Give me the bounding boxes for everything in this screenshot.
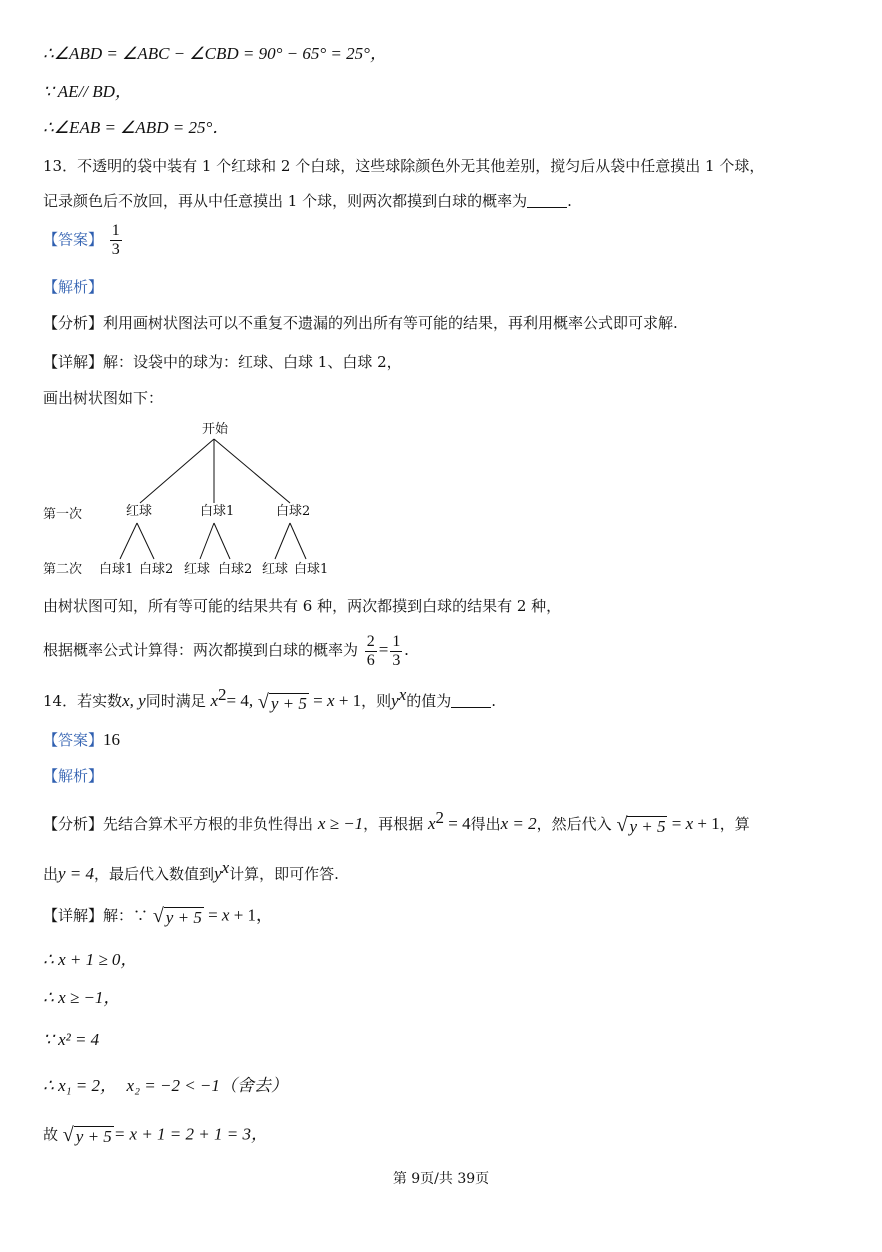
step-parallel: ∵ AE// BD， xyxy=(43,82,132,101)
step-s3: ∵ x² = 4 xyxy=(43,1030,100,1049)
q14-fenxi-line1: 【分析】先结合算术平方根的非负性得出 x ≥ −1，再根据 $x^2 = 4$得出x = 2，然后代入 √ y + 5 = x + 1，算 xyxy=(43,808,750,836)
q13-fenxi: 【分析】利用画树状图法可以不重复不遗漏的列出所有等可能的结果，再利用概率公式即可求解. xyxy=(43,314,678,332)
step-angle-eab: ∴∠EAB = ∠ABD = 25°． xyxy=(43,118,230,137)
answer-blank xyxy=(451,707,491,708)
tree-level1-red: 红球 xyxy=(126,504,153,519)
q13-answer xyxy=(43,222,124,259)
tree-root: 开始 xyxy=(202,422,229,437)
q13-result: 由树状图可知，所有等可能的结果共有 6 种，两次都摸到白球的结果有 2 种， xyxy=(43,597,562,615)
question-13-line1: 13．不透明的袋中装有 1 个红球和 2 个白球，这些球除颜色外无其他差别，搅匀后从袋中任意摸出 1 个球， xyxy=(43,157,765,175)
tree-level2-item: 红球 xyxy=(184,562,211,577)
tree-level2-label: 第二次 xyxy=(43,562,83,577)
answer-fraction: $\frac{1}{3}$ xyxy=(111,222,120,258)
step-s5: 故 √ y + 5 = x + 1 = 2 + 1 = 3， xyxy=(43,1124,268,1146)
answer-blank xyxy=(527,207,567,208)
tree-level2-item: 白球1 xyxy=(99,562,134,577)
tree-level1-white1: 白球1 xyxy=(200,504,235,519)
tree-level1-label: 第一次 xyxy=(43,507,83,522)
tree-level2-item: 白球2 xyxy=(218,562,253,577)
prob-fraction-b: $\frac{1}{3}$ xyxy=(392,632,401,669)
question-13-line2: 记录颜色后不放回，再从中任意摸出 1 个球，则两次都摸到白球的概率为 . xyxy=(43,192,572,210)
tree-level2-item: 红球 xyxy=(262,562,289,577)
q13-formula: 根据概率公式计算得：两次都摸到白球的概率为 $\frac{2}{6}$ = $\frac{1}{3}$ . xyxy=(43,632,409,669)
q14-analysis-tag: 【解析】 xyxy=(43,767,104,785)
tree-diagram xyxy=(0,415,882,590)
tree-level2-item: 白球2 xyxy=(139,562,174,577)
q13-tree-intro: 画出树状图如下： xyxy=(43,389,164,407)
prob-fraction-a: $\frac{2}{6}$ xyxy=(366,632,375,669)
q14-fenxi-line2: 出y = 4，最后代入数值到$y^x$计算，即可作答. xyxy=(43,858,339,883)
step-angle-abd: ∴∠ABD = ∠ABC − ∠CBD = 90° − 65° = 25°， xyxy=(43,44,387,63)
step-s4: ∴ x₁ = 2， x₂ = −2 < −1（舍去） xyxy=(43,1076,288,1095)
page-footer: 第 9页/共 39页 xyxy=(392,1171,490,1187)
step-s1: ∴ x + 1 ≥ 0， xyxy=(43,950,138,969)
tree-level2-item: 白球1 xyxy=(294,562,329,577)
step-s2: ∴ x ≥ −1， xyxy=(43,988,121,1007)
answer-tag: 【答案】 xyxy=(43,230,104,249)
q13-analysis-tag: 【解析】 xyxy=(43,278,104,296)
q14-answer: 【答案】16 xyxy=(43,730,121,749)
q13-detail: 【详解】解：设袋中的球为：红球、白球 1、白球 2， xyxy=(43,353,402,371)
tree-level1-white2: 白球2 xyxy=(276,504,311,519)
q14-detail: 【详解】解：∵ √ y + 5 = x + 1， xyxy=(43,905,274,927)
question-14: 14．若实数x, y同时满足 $x^2= 4$, √ y + 5 = x + 1，则$y^x$的值为 . xyxy=(43,685,497,713)
